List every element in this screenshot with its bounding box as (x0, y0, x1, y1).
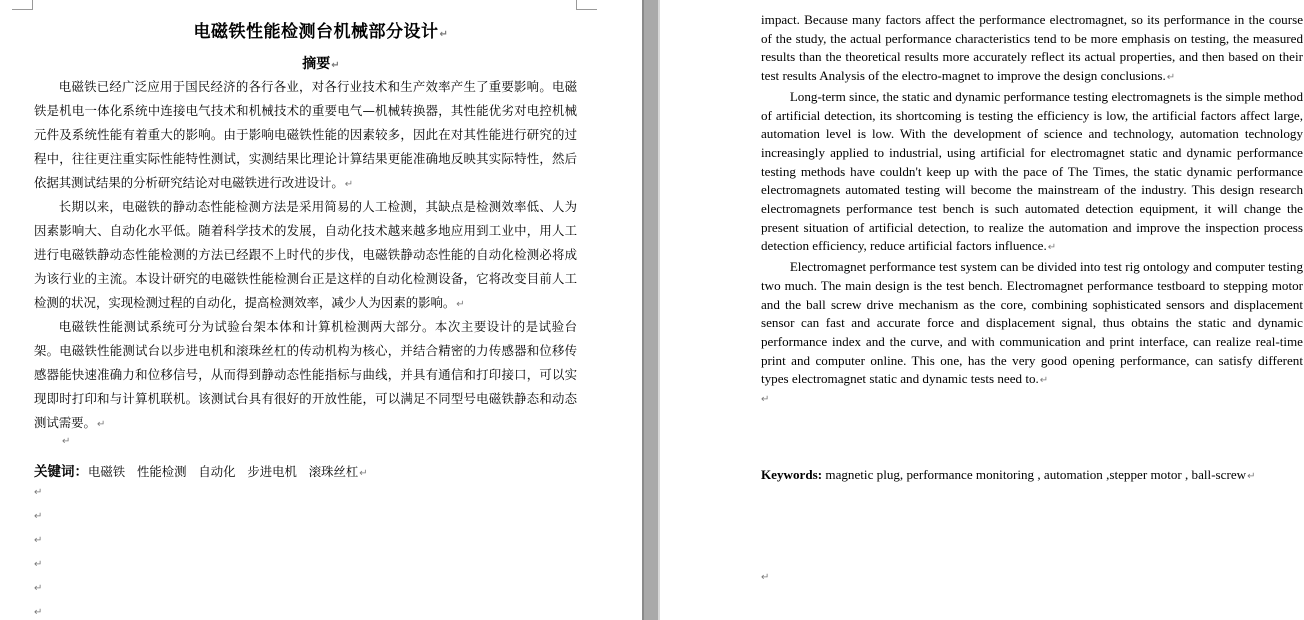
document-title[interactable]: 电磁铁性能检测台机械部分设计↵ (193, 22, 449, 42)
empty-paragraph-mark: ↵ (761, 394, 770, 406)
crop-mark-top-right (576, 0, 597, 10)
abstract-paragraph-2[interactable]: 长期以来，电磁铁的静动态性能检测方法是采用简易的人工检测，其缺点是检测效率低、人为因素影响大、自动化水平低。随着科学技术的发展，自动化技术越来越多地应用到工业中，用人工进行电磁铁静动态性能检测的方法已经跟不上时代的步伐，电磁铁静动态性能的自动化检测必将成为该行业的主流。本设计研究的电磁铁性能检测台正是这样的自动化检测设备，它将改变目前人工检测的状况，实现检测过程的自动化，提高检测效率，减少人为因素的影响。↵ (34, 199, 577, 310)
document-page-english[interactable] (660, 0, 1304, 620)
empty-paragraph-mark: ↵ (62, 436, 71, 447)
english-paragraph-2[interactable]: Long-term since, the static and dynamic performance testing electromagnets is the simple method of artificial detection, its shortcoming is testing the efficiency is low, the artificial factors affect large, automation level is low. With the development of science and technology, automation technology increasingly applied to industrial, using artificial for electromagnet static and dynamic performance testing methods have couldn't keep up with the pace of The Times, the static dynamic performance electromagnets automated testing will become the mainstream of the industry. This design research electromagnets performance test bench is such automated detection equipment, it will change the present situation of artificial detection, to realize the automation and improve the inspection process detection efficiency, reduce artificial factors influence.↵ (761, 88, 1303, 254)
page-gutter (642, 0, 660, 620)
keywords-text: 电磁铁 性能检测 自动化 步进电机 滚珠丝杠 (88, 464, 359, 479)
english-paragraph-3[interactable]: Electromagnet performance test system can be divided into test rig ontology and computer testing two much. The main design is the test bench. Electromagnet performance testboard to stepping motor and the ball screw drive mechanism as the core, combining sophisticated sensors and displacement sensor can fast and accurate force and displacement signal, thus obtains the static and dynamic performance index and the curve, and with communication and print interface, can realize real-time print and computer online. This one, has the very good opening performance, can satisfy different types electromagnet static and dynamic tests need to.↵ (761, 259, 1303, 387)
crop-mark-top-left (12, 0, 33, 10)
english-paragraph-1[interactable]: impact. Because many factors affect the performance electromagnet, so its performance in the course of the study, the actual performance characteristics tend to be more emphasis on testing, the measured results than the theoretical results more accurately reflect its actual properties, and then based on their test results Analysis of the electro-magnet to improve the design conclusions.↵ (761, 12, 1303, 84)
empty-paragraphs: ↵ ↵ ↵ ↵ ↵ ↵ (34, 487, 43, 618)
english-keywords-text: magnetic plug, performance monitoring , automation ,stepper motor , ball-screw (825, 467, 1247, 482)
english-keywords-line[interactable]: Keywords: magnetic plug, performance monitoring , automation ,stepper motor , ball-screw↵ (761, 467, 1256, 482)
english-abstract[interactable] (761, 11, 1303, 410)
document-page-chinese[interactable] (0, 0, 642, 620)
keywords-label: 关键词： (34, 464, 88, 480)
abstract-paragraph-1[interactable]: 电磁铁已经广泛应用于国民经济的各行各业，对各行业技术和生产效率产生了重要影响。电磁铁是机电一体化系统中连接电气技术和机械技术的重要电气—机械转换器，其性能优劣对电控机械元件及系统性能有着重大的影响。由于影响电磁铁性能的因素较多，因此在对其性能进行研究的过程中，往往更注重实际性能特性测试，实测结果比理论计算结果更能准确地反映其实际特性，然后依据其测试结果的分析研究结论对电磁铁进行改进设计。↵ (34, 79, 577, 190)
abstract-heading[interactable]: 摘要↵ (302, 56, 340, 72)
abstract-paragraph-3[interactable]: 电磁铁性能测试系统可分为试验台架本体和计算机检测两大部分。本次主要设计的是试验台架。电磁铁性能测试台以步进电机和滚珠丝杠的传动机构为核心，并结合精密的力传感器和位移传感器能快速准确力和位移信号，从而得到静动态性能指标与曲线，并具有通信和打印接口，可以实现即时打印和与计算机联机。该测试台具有很好的开放性能，可以满足不同型号电磁铁静态和动态测试需要。↵ (34, 319, 577, 430)
english-keywords-label: Keywords: (761, 467, 823, 482)
keywords-line[interactable]: 关键词：电磁铁 性能检测 自动化 步进电机 滚珠丝杠↵ (34, 464, 368, 480)
end-paragraph-mark: ↵ (761, 572, 770, 583)
